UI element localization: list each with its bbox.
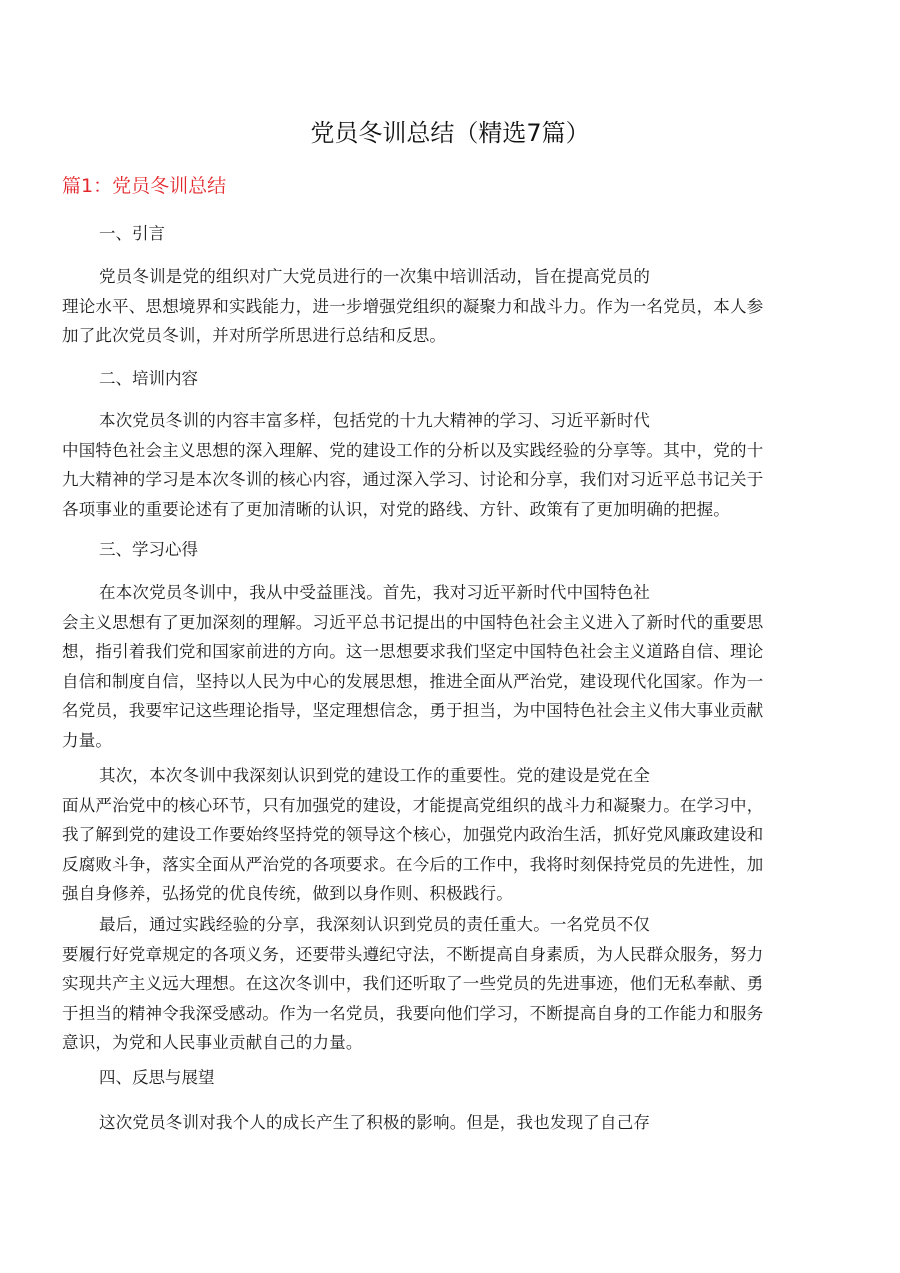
text-line: 其次，本次冬训中我深刻认识到党的建设工作的重要性。党的建设是党在全 bbox=[99, 766, 651, 785]
paragraph bbox=[62, 406, 838, 524]
text-line: 反腐败斗争，落实全面从严治党的各项要求。在今后的工作中，我将时刻保持党员的先进性，加 bbox=[62, 854, 764, 874]
text-line: 自信和制度自信，坚持以人民为中心的发展思想，推进全面从严治党，建设现代化国家。作为一 bbox=[62, 671, 764, 691]
text-line: 本次党员冬训的内容丰富多样，包括党的十九大精神的学习、习近平新时代 bbox=[99, 411, 651, 430]
text-line: 在本次党员冬训中，我从中受益匪浅。首先，我对习近平新时代中国特色社 bbox=[99, 583, 651, 602]
part-heading-content: 二、培训内容 bbox=[99, 369, 198, 388]
text-line: 党员冬训是党的组织对广大党员进行的一次集中培训活动，旨在提高党员的 bbox=[99, 267, 651, 286]
text-line: 意识，为党和人民事业贡献自己的力量。 bbox=[62, 1033, 363, 1052]
text-line: 各项事业的重要论述有了更加清晰的认识，对党的路线、方针、政策有了更加明确的把握。 bbox=[62, 499, 730, 519]
text-line: 中国特色社会主义思想的深入理解、党的建设工作的分析以及实践经验的分享等。其中，党的十 bbox=[62, 440, 764, 460]
text-line: 面从严治党中的核心环节，只有加强党的建设，才能提高党组织的战斗力和凝聚力。在学习中， bbox=[62, 795, 764, 815]
part-heading-reflection: 四、反思与展望 bbox=[99, 1068, 215, 1087]
part-heading-intro: 一、引言 bbox=[99, 224, 165, 243]
text-line: 要履行好党章规定的各项义务，还要带头遵纪守法，不断提高自身素质，为人民群众服务，努力 bbox=[62, 944, 764, 964]
paragraph bbox=[62, 578, 838, 755]
text-line: 于担当的精神令我深受感动。作为一名党员，我要向他们学习，不断提高自身的工作能力和服务 bbox=[62, 1003, 764, 1023]
text-line: 理论水平、思想境界和实践能力，进一步增强党组织的凝聚力和战斗力。作为一名党员，本人参 bbox=[62, 296, 764, 316]
text-line: 力量。 bbox=[62, 730, 113, 750]
text-line: 最后，通过实践经验的分享，我深刻认识到党员的责任重大。一名党员不仅 bbox=[99, 915, 651, 934]
paragraph bbox=[62, 262, 838, 351]
paragraph bbox=[62, 761, 838, 909]
text-line: 会主义思想有了更加深刻的理解。习近平总书记提出的中国特色社会主义进入了新时代的重要思 bbox=[62, 612, 764, 632]
paragraph bbox=[62, 1108, 838, 1138]
text-line: 强自身修养，弘扬党的优良传统，做到以身作则、积极践行。 bbox=[62, 884, 513, 903]
text-line: 实现共产主义远大理想。在这次冬训中，我们还听取了一些党员的先进事迹，他们无私奉献、勇 bbox=[62, 974, 764, 993]
paragraph bbox=[62, 910, 838, 1058]
text-line: 名党员，我要牢记这些理论指导，坚定理想信念，勇于担当，为中国特色社会主义伟大事业贡献 bbox=[62, 701, 764, 720]
text-line: 我了解到党的建设工作要始终坚持党的领导这个核心，加强党内政治生活，抓好党风廉政建设和 bbox=[62, 825, 764, 844]
text-line: 这次党员冬训对我个人的成长产生了积极的影响。但是，我也发现了自己存 bbox=[99, 1113, 651, 1132]
text-line: 九大精神的学习是本次冬训的核心内容，通过深入学习、讨论和分享，我们对习近平总书记关于 bbox=[62, 470, 764, 489]
text-line: 想，指引着我们党和国家前进的方向。这一思想要求我们坚定中国特色社会主义道路自信、理论 bbox=[62, 642, 764, 661]
text-line: 加了此次党员冬训，并对所学所思进行总结和反思。 bbox=[62, 326, 447, 345]
document-title: 党员冬训总结（精选7篇） bbox=[310, 119, 590, 147]
part-heading-insights: 三、学习心得 bbox=[99, 540, 198, 559]
section-title: 篇1：党员冬训总结 bbox=[62, 175, 227, 197]
